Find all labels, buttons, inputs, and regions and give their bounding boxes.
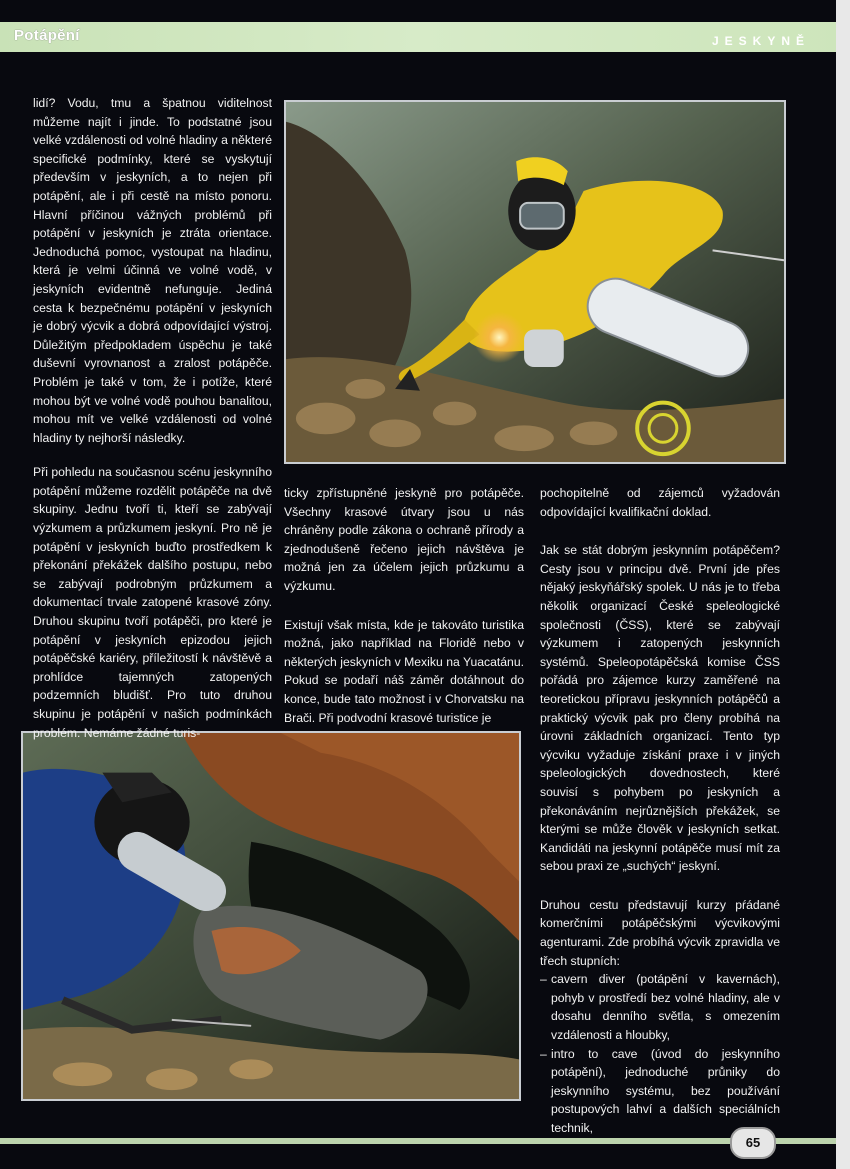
photo-diver-yellow-drysuit xyxy=(284,100,786,464)
category-label: JESKYNĚ xyxy=(711,34,810,48)
page-edge xyxy=(836,0,850,1169)
text-column-1 xyxy=(33,94,272,762)
page-number: 65 xyxy=(730,1127,776,1159)
col1-paragraph-2: Při pohledu na současnou scénu jeskynního potápění můžeme rozdělit potápěče na dvě skupiny. Jednu tvoří ti, kteří se zabývají výzkumem a průzkumem jeskyní. Pro ně je potápění v jeskyních buďto prostředkem k překonání překážek dalšího postupu, nebo se zabývají podrobným průzkumem a dokumentací trvale zatopené krasové zóny. Druhou skupinu tvoří potápěči, pro které je potápění v jeskyních epizodou jejich potápěčské kariéry, příležitostí k návštěvě a prohlídce tajemných zatopených podzemních bludišť. Pro tuto druhou skupinu je potápění v našich podmínkách problém. Nemáme žádné turis- xyxy=(33,465,272,740)
col2-paragraph-1: ticky zpřístupněné jeskyně pro potápěče. Všechny krasové útvary jsou u nás chráněny podle zákona o ochraně přírody a zjednodušeně řečeno jejich návštěva je možná jen za účelem jejich průzkumu a výzkumu. xyxy=(284,486,524,593)
col1-paragraph-1: lidí? Vodu, tmu a špatnou viditelnost můžeme najít i jinde. To podstatné jsou velké vzdálenosti od volné hladiny a některé specifické podmínky, které se vyskytují především v jeskyních, a to nejen při potápění, ale i při cestě na místo ponoru. Hlavní příčinou vážných problémů při potápění v jeskyních je ztráta orientace. Jednoduchá pomoc, vystoupat na hladinu, která je velmi účinná ve volné vodě, v jeskyních evidentně nefunguje. Jediná cesta k bezpečnému potápění v jeskyních je dobrý výcvik a dobrá odpovídající výstroj. Důležitým předpokladem úspěchu je také duševní vyrovnanost a zralost potápěče. Problém je také v tom, že i potíže, které mohou být ve volné vodě pouhou banalitou, mohou mít ve velké vzdálenosti od volné hladiny ty nejhorší následky. xyxy=(33,96,272,445)
footer-line xyxy=(0,1138,836,1144)
list-item: – intro to cave (úvod do jeskynního potápění), jednoduché průniky do jeskynního systému, bez používání postupových lahví a dalších speciálních technik, xyxy=(540,1045,780,1138)
cave-passage-illustration xyxy=(23,733,519,1099)
col3-paragraph-3: Druhou cestu představují kurzy pŕádané komerčními potápěčskými výcvikovými agenturami. Zde probíhá výcvik zpravidla ve třech stupních: xyxy=(540,897,780,968)
list-item: – cavern diver (potápění v kavernách), pohyb v prostředí bez volné hladiny, ale v dosahu denního světla, s omezením vzdálenosti a hloubky, xyxy=(540,970,780,1044)
course-levels-list xyxy=(540,970,780,1137)
photo-diver-blue-suit xyxy=(21,731,521,1101)
col3-paragraph-1: pochopitelně od zájemců vyžadován odpovídající kvalifikační doklad. xyxy=(540,486,780,519)
cave-diver-illustration xyxy=(286,102,784,462)
col3-paragraph-2: Jak se stát dobrým jeskynním potápěčem? Cesty jsou v principu dvě. První jde přes nějaký jeskyňářský spolek. U nás je to třeba několik organizací České speleologické společnosti (ČSS), které se zabývají výzkumem i zatopených jeskynních systémů. Speleopotápěčská komise ČSS pořádá pro zájemce kurzy zaměřené na teoretickou přípravu jeskynních potápěčů a praktický výcvik pak pro členy probíhá na úrovni základních organizací. Tento typ výcviku vyžaduje získání praxe i v jiných speleologických dovednostech, které souvisí s pohybem po jeskyních a překonáváním nejrůznějších překážek, se kterými se může člověk v jeskyních setkat. Kandidáti na jeskynní potápěče musí mít za sebou praxi ze „suchých“ jeskyní. xyxy=(540,543,780,874)
text-column-2 xyxy=(284,484,524,747)
text-column-3 xyxy=(540,484,780,1138)
col2-paragraph-2: Existují však místa, kde je takováto turistika možná, jako například na Floridě nebo v některých jeskyních v Mexiku na Yuacatánu. Pokud se podaří náš záměr dotáhnout do konce, bude tato možnost i v Chorvatsku na Brači. Při podvodní krasové turistice je xyxy=(284,617,524,725)
section-title: Potápění xyxy=(14,27,80,44)
